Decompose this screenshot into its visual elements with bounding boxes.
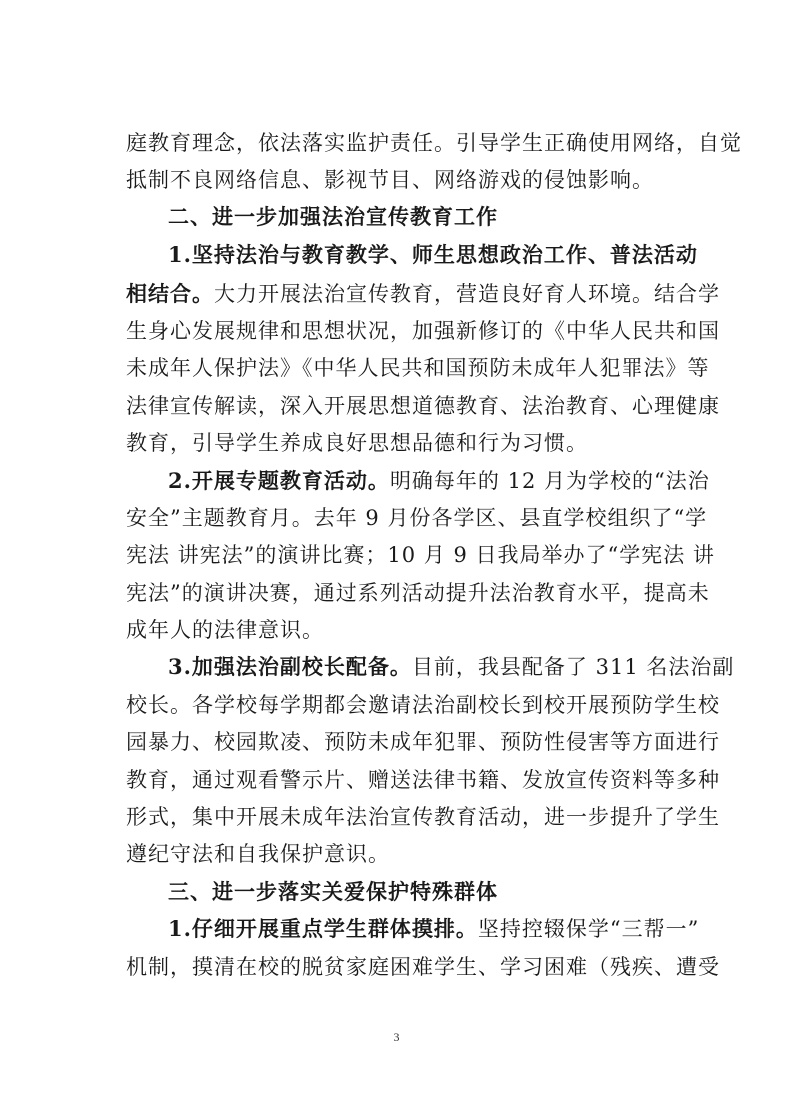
paragraph-text: 大力开展法治宣传教育，营造良好育人环境。结合学 (214, 282, 720, 306)
paragraph-line: 法律宣传解读，深入开展思想道德教育、法治教育、心理健康 (126, 394, 720, 418)
paragraph-line: 庭教育理念，依法落实监护责任。引导学生正确使用网络，自觉 (126, 131, 742, 155)
paragraph-line: 机制，摸清在校的脱贫家庭困难学生、学习困难（残疾、遭受 (126, 955, 720, 979)
paragraph-line: 抵制不良网络信息、影视节目、网络游戏的侵蚀影响。 (126, 168, 654, 192)
paragraph-line: 成年人的法律意识。 (126, 618, 324, 642)
paragraph-line: 校长。各学校每学期都会邀请法治副校长到校开展预防学生校 (126, 693, 720, 717)
paragraph-line (168, 652, 735, 682)
item-title: 1.坚持法治与教育教学、师生思想政治工作、普法活动 (168, 242, 698, 267)
paragraph-line: 宪法”的演讲决赛，通过系列活动提升法治教育水平，提高未 (126, 581, 710, 605)
paragraph-line: 形式，集中开展未成年法治宣传教育活动，进一步提升了学生 (126, 805, 720, 829)
paragraph-text: 目前，我县配备了 311 名法治副 (411, 655, 735, 679)
item-title: 2.开展专题教育活动。 (168, 468, 390, 493)
page-number: 3 (393, 1030, 400, 1044)
paragraph-line: 生身心发展规律和思想状况，加强新修订的《中华人民共和国 (126, 319, 720, 343)
paragraph-text: 明确每年的 12 月为学校的“法治 (389, 469, 710, 493)
paragraph-line: 园暴力、校园欺凌、预防未成年犯罪、预防性侵害等方面进行 (126, 730, 720, 754)
paragraph-line (126, 279, 720, 309)
paragraph-line (168, 466, 728, 496)
item-title: 1.仔细开展重点学生群体摸排。 (168, 916, 478, 941)
section-heading: 二、进一步加强法治宣传教育工作 (168, 204, 498, 229)
item-title: 相结合。 (126, 281, 214, 306)
section-heading: 三、进一步落实关爱保护特殊群体 (168, 879, 498, 904)
paragraph-line: 未成年人保护法》《中华人民共和国预防未成年人犯罪法》等 (126, 356, 710, 380)
paragraph-text: 坚持控辍保学“三帮一” (477, 917, 700, 941)
paragraph-line: 遵纪守法和自我保护意识。 (126, 842, 390, 866)
item-title: 3.加强法治副校长配备。 (168, 654, 412, 679)
paragraph-line (168, 914, 728, 944)
paragraph-line: 安全”主题教育月。去年 9 月份各学区、县直学校组织了“学 (126, 506, 708, 530)
paragraph-line: 宪法 讲宪法”的演讲比赛；10 月 9 日我局举办了“学宪法 讲 (126, 543, 715, 567)
paragraph-line: 教育，通过观看警示片、赠送法律书籍、发放宣传资料等多种 (126, 768, 720, 792)
paragraph-line: 教育，引导学生养成良好思想品德和行为习惯。 (126, 431, 588, 455)
